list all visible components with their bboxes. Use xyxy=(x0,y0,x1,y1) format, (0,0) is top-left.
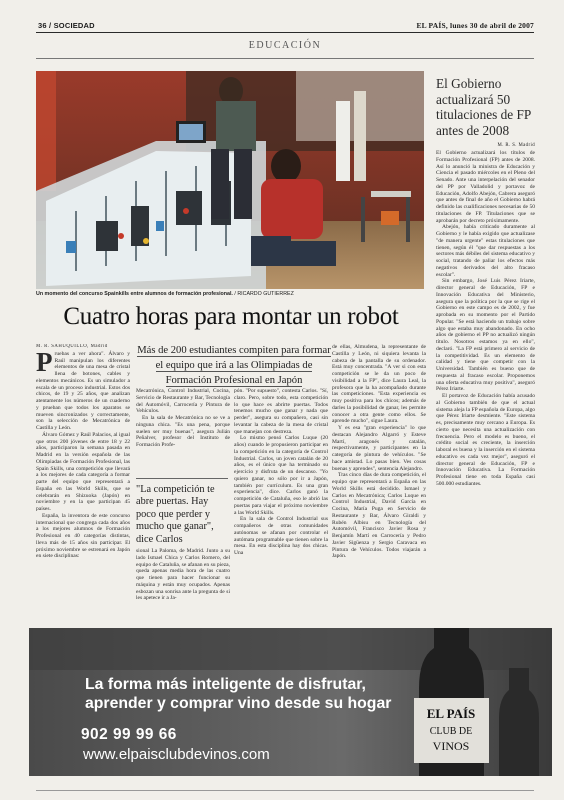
label-club: CLUB DE xyxy=(429,726,473,737)
col4-para-3: Tras cinco días de dura competición, el equipo que representará a España en las World Skills está decidido. Ismael y Carlos en Mecatrónica; Carlos Luque en Control Industrial, David García en Cocina, María Puga en Servicio de Restaurante y Bar, Álvaro Giraldi y Rubén Albisu en Tecnología del Automóvil, Francisco Javier Rosa y Benjamín Martí en Carrocería y Pedro Javier Sigüenza y Sergio Caravaca en Pintura de Vehículos. Todos viajarán a Japón. xyxy=(332,472,426,560)
pull-quote: "La competición te abre puertas. Hay poco que perder y mucho que ganar", dice Carlos xyxy=(136,478,228,546)
article-column-2-top xyxy=(136,388,230,472)
sidebar-para-1: El Gobierno actualizará los títulos de Formación Profesional (FP) antes de 2008. Así lo anunció la ministra de Educación y Ciencia el pasado miércoles en el Pleno del Senado. Ante una interpelación del senador del PP por Valladolid y portavoz de Educación, Adolfo Abejón, Cabrera aseguró que antes de final de año el Gobierno habrá definido las cualificaciones necesarias de 50 titulaciones de FP. Titulaciones que se aprobarán por decreto próximamente. xyxy=(436,150,535,224)
col2-para-2: En la sala de Mecatrónica no se ve a ninguna chica. "Es una pena, porque suelen ser muy buenas", asegura Julián Peñalver, profesor del Instituto de Formación Profe- xyxy=(136,415,230,448)
sidebar-para-3: Sin embargo, José Luis Pérez Iriarte, director general de Educación, FP e Innovación Educativa del Ministerio, asegura que la política por la que se rige el Gobierno en este campo es de 2002, y fue aprobada en su momento por el Partido Popular. "Se está haciendo un trabajo sobre algo que estaba muy abandonado. En ocho años de gobierno el PP no actualizó ningún título. Nosotros estamos ya en ello", declaró. "La FP está primero al servicio de la competitividad. Es un elemento de calidad y tiene que competir con la Universidad. También es bueno que de respuesta al fracaso escolar. Proponemos una oferta educativa muy positiva", aseguró Pérez Iriarte. xyxy=(436,278,535,393)
col4-para-1: de ellas, Almudena, la representante de Castilla y León, ni siquiera levanta la cabeza de la pantalla de su ordenador. Está muy concentrada. "A ver si con esta competición se le da un poco de visibilidad a la FP", dice Laura Leal, la profesora que la ha acompañado durante las competiciones. "Esta experiencia es muy positiva para los chicos; además de darles la posibilidad de ganar, les permite conocer a otra gente como ellos. Se aprende mucho", sigue Laura. xyxy=(332,344,426,425)
paper-date: EL PAÍS, lunes 30 de abril de 2007 xyxy=(416,21,534,30)
ad-tagline-line-1: La forma más inteligente de disfrutar, xyxy=(85,676,366,693)
photo-illustration xyxy=(36,71,424,289)
footer-rule xyxy=(36,790,534,791)
col2-para-3: sional La Paloma, de Madrid. Junto a su lado Ismael Chica y Carlos Romero, del equipo de Cataluña, se afanan en su pieza, queda apenas media hora de las cuatro que tienen para hacer funcionar su máquina y están muy ocupados. Apenas esbozan una sonrisa ante la pregunta de si les apetece ir a Ja- xyxy=(136,548,230,602)
label-brand: EL PAÍS xyxy=(426,706,476,721)
drop-cap: P xyxy=(36,346,53,377)
col3-para-2: Lo mismo pensó Carlos Luque (20 años) cuando le propusieron participar en la competición en la categoría de Control Industrial. Carlos, un joven catalán de 20 años, es el único que ha terminado su ejercicio y disfruta de un descanso. "Yo quiero ganar, no sólo por ir a Japón, también por currículum. Es una gran experiencia", dice. Carlos ganó la competición de Cataluña, eso le abrió las puertas para viajar el próximo noviembre a las World Skills. xyxy=(234,435,328,516)
article-column-1 xyxy=(36,344,130,619)
article-column-4 xyxy=(332,344,426,619)
sidebar-body xyxy=(436,150,535,620)
col1-para-1: ruebas a ver ahora". Álvaro y Raúl manipulan los diferentes elementos de una mesa de cristal llena de botones, cables y elementos mecánicos. Es un simulador a escala de un proceso industrial. Estos dos chicos, de 19 y 25 años, que analizan atentamente los números de un cuaderno y prueban que todos los aparatos se mueven sincronizados y correctamente, son la selección de Mecatrónica de Castilla y León. xyxy=(36,350,130,431)
caption-text: Un momento del concurso Spainkills entre alumnos de formación profesional. xyxy=(36,291,233,297)
sidebar-para-4: El portavoz de Educación había acusado al Gobierno también de que el actual sistema aleja la FP española de Europa, algo que Pérez Iriarte desmiente. "Este sistema es, precisamente muy cercano a Europa. Es cierto que necesita una actualización con frecuencia. Pero el modelo es bueno, el crédito social es creciente, la inserción laboral es buena y la inserción en el sistema educativo es cada vez mejor", aseguró el director general de Educación, FP e Innovación Educativa. La Formación Profesional tiene en toda España casi 500.000 estudiantes. xyxy=(436,393,535,487)
wine-club-advertisement xyxy=(29,628,552,776)
article-byline: M. R. SAHUQUILLO, Madrid xyxy=(36,344,108,349)
label-wines: VINOS xyxy=(432,739,470,753)
photo-credit: RICARDO GUTIÉRREZ xyxy=(237,291,294,297)
ad-tagline-line-2: aprender y comprar vino desde su hogar xyxy=(85,695,392,712)
header-rule xyxy=(36,32,534,33)
page-section-label: 36 / SOCIEDAD xyxy=(38,21,95,30)
news-photo xyxy=(36,71,424,289)
ad-tagline xyxy=(85,675,391,713)
section-rule xyxy=(36,58,534,59)
col2-para-1: Mecatrónica, Control Industrial, Cocina, Servicio de Restaurante y Bar, Tecnología del Automóvil, Carrocería y Pintura de Vehículos. xyxy=(136,388,230,415)
ad-phone-number[interactable]: 902 99 99 66 xyxy=(81,726,177,743)
sidebar-headline: El Gobierno actualizará 50 titulaciones de FP antes de 2008 xyxy=(436,76,531,138)
sidebar-para-2: Abejón, había criticado duramente al Gobierno y le había exigido que actualizase "de manera urgente" estas titulaciones que tienen, según él "que dar respuestas a los sectores más débiles del sistema educativo y social, tratando de paliar los efectos más negativos derivados del alto fracaso escolar". xyxy=(436,224,535,278)
col1-para-2: Álvaro Gómez y Raúl Palacios, al igual que otros 200 jóvenes de entre 18 y 22 años, participaron la semana pasada en Madrid en la versión española de las Olimpiadas de Formación Profesional, las Spain Skills, una competición que llevará a los mejores de cada categoría a formar parte del equipo que representará a España en las World Skills, que se celebrarán en Shizuoka (Japón) en noviembre y en la que participan 45 países. xyxy=(36,431,130,512)
col3-para-3: En la sala de Control Industrial sus compañeros de otras comunidades autónomas se afanan por controlar el autómata programable que tienen sobre la mesa. En esta disciplina hay dos chicas. Una xyxy=(234,516,328,556)
subheading-text: Más de 200 estudiantes compiten para formar el equipo que irá a las Olimpiadas de Formación Profesional en Japón xyxy=(137,345,331,387)
main-headline: Cuatro horas para montar un robot xyxy=(63,303,399,330)
photo-caption: Un momento del concurso Spainkills entre alumnos de formación profesional. / RICARDO GUTIÉRREZ xyxy=(36,291,294,297)
col4-para-2: Y es esa "gran experiencia" lo que destacan Alejandro Algarró y Esteve Martí, aragonés y catalán, respectivamente, y participantes en la categoría de pintura de vehículos. "Se hace amistad. Lo pasas bien. Ves cosas buenas y aprendes", sentencia Alejandro. xyxy=(332,425,426,472)
col3-para-1: pón. "Por supuesto", contesta Carlos. "Sí, claro. Pero, sobre todo, esta competición lo que hace es abrirte puertas. Todos tenemos mucho que ganar y nada que perder", asegura su compañero, casi sin levantar la cabeza de la mesa de cristal que manejan con destreza. xyxy=(234,388,328,435)
article-column-2-bottom xyxy=(136,548,230,619)
article-column-3 xyxy=(234,388,328,619)
section-title: EDUCACIÓN xyxy=(248,40,322,51)
sidebar-byline: M. R. S. Madrid xyxy=(497,143,535,148)
article-subheading xyxy=(136,343,332,389)
ad-website-link[interactable]: www.elpaisclubdevinos.com xyxy=(83,746,270,763)
col1-para-3: España, la inventora de este concurso internacional que congrega cada dos años a los mejores alumnos de Formación Profesional en 40 categorías distintas, lleva más de 15 años sin participar. El próximo noviembre se estrenará en Japón en siete disciplinas: xyxy=(36,512,130,560)
